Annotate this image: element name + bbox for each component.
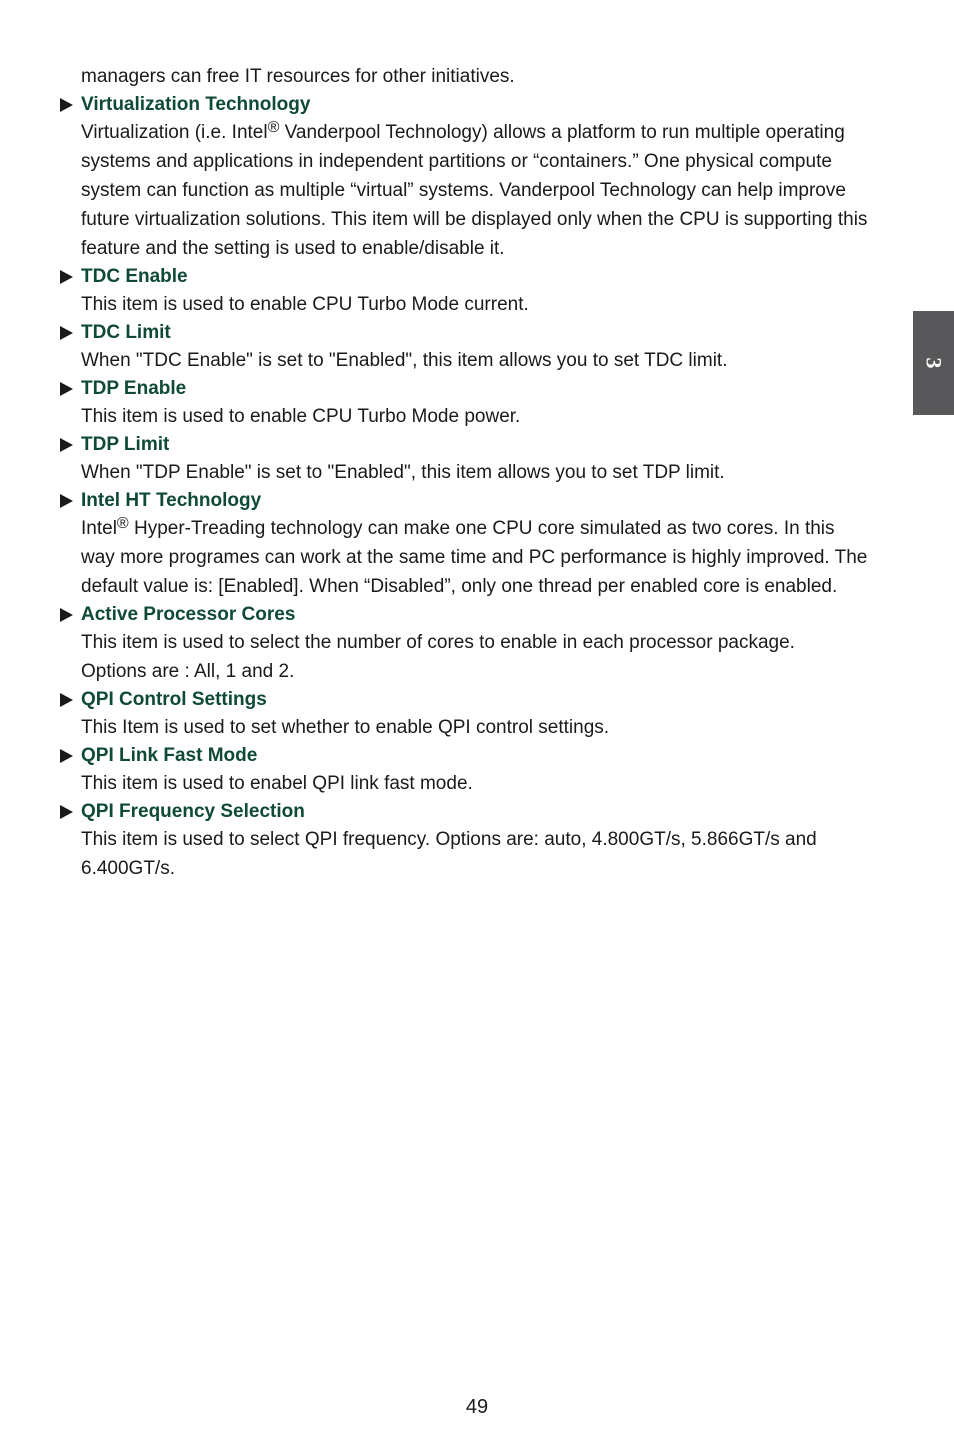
section-heading <box>58 487 903 514</box>
section-heading <box>58 263 903 290</box>
section-description <box>58 290 903 319</box>
section-qpi-control-settings <box>58 686 903 742</box>
description-line: This item is used to enable CPU Turbo Mode current. <box>81 294 529 315</box>
description-line: feature and the setting is used to enable/disable it. <box>81 238 505 259</box>
section-title: Intel HT Technology <box>81 490 262 511</box>
triangle-bullet-icon <box>60 494 73 508</box>
description-line: This item is used to select QPI frequency. Options are: auto, 4.800GT/s, 5.866GT/s and <box>81 829 817 850</box>
section-description <box>58 514 903 601</box>
section-description <box>58 825 903 883</box>
triangle-bullet-icon <box>60 270 73 284</box>
triangle-bullet-icon <box>60 382 73 396</box>
section-description <box>58 458 903 487</box>
description-line: default value is: [Enabled]. When “Disabled”, only one thread per enabled core is enabled. <box>81 576 838 597</box>
chapter-number: 3 <box>921 357 947 369</box>
description-line: future virtualization solutions. This item will be displayed only when the CPU is supporting this <box>81 209 868 230</box>
description-line: 6.400GT/s. <box>81 858 175 879</box>
section-heading <box>58 798 903 825</box>
description-line: When "TDC Enable" is set to "Enabled", this item allows you to set TDC limit. <box>81 350 728 371</box>
section-active-processor-cores <box>58 601 903 686</box>
triangle-bullet-icon <box>60 608 73 622</box>
description-line: When "TDP Enable" is set to "Enabled", this item allows you to set TDP limit. <box>81 462 725 483</box>
triangle-bullet-icon <box>60 749 73 763</box>
section-description <box>58 769 903 798</box>
page-number: 49 <box>465 1396 489 1418</box>
section-qpi-frequency-selection <box>58 798 903 883</box>
section-tdp-enable <box>58 375 903 431</box>
description-line: This item is used to enable CPU Turbo Mode power. <box>81 406 521 427</box>
section-title: QPI Frequency Selection <box>81 801 305 822</box>
section-title: Virtualization Technology <box>81 94 311 115</box>
section-title: Active Processor Cores <box>81 604 296 625</box>
description-line: way more programes can work at the same time and PC performance is highly improved. The <box>81 547 868 568</box>
section-description <box>58 628 903 686</box>
section-description <box>58 346 903 375</box>
chapter-tab <box>913 311 954 415</box>
section-title: TDC Limit <box>81 322 171 343</box>
section-tdc-limit <box>58 319 903 375</box>
section-heading <box>58 601 903 628</box>
triangle-bullet-icon <box>60 805 73 819</box>
section-heading <box>58 431 903 458</box>
section-title: QPI Control Settings <box>81 689 267 710</box>
section-heading <box>58 91 903 118</box>
section-title: QPI Link Fast Mode <box>81 745 258 766</box>
triangle-bullet-icon <box>60 326 73 340</box>
section-heading <box>58 319 903 346</box>
description-line: This item is used to select the number of cores to enable in each processor package. <box>81 632 795 653</box>
section-virtualization-technology <box>58 91 903 263</box>
section-heading <box>58 375 903 402</box>
description-line: Virtualization (i.e. Intel® Vanderpool Technology) allows a platform to run multiple operating <box>81 119 845 143</box>
section-qpi-link-fast-mode <box>58 742 903 798</box>
registered-mark-icon: ® <box>267 119 280 136</box>
triangle-bullet-icon <box>60 693 73 707</box>
section-tdp-limit <box>58 431 903 487</box>
section-heading <box>58 742 903 769</box>
description-line: Intel® Hyper-Treading technology can make one CPU core simulated as two cores. In this <box>81 515 835 539</box>
section-tdc-enable <box>58 263 903 319</box>
section-description <box>58 713 903 742</box>
description-line: This item is used to enabel QPI link fast mode. <box>81 773 473 794</box>
section-title: TDP Enable <box>81 378 187 399</box>
registered-mark-icon: ® <box>116 515 129 532</box>
section-intel-ht-technology <box>58 487 903 601</box>
triangle-bullet-icon <box>60 438 73 452</box>
description-line: systems and applications in independent partitions or “containers.” One physical compute <box>81 151 832 172</box>
description-line: Options are : All, 1 and 2. <box>81 661 295 682</box>
triangle-bullet-icon <box>60 98 73 112</box>
description-line: system can function as multiple “virtual” systems. Vanderpool Technology can help improve <box>81 180 846 201</box>
manual-page-content <box>58 62 903 883</box>
section-title: TDC Enable <box>81 266 188 287</box>
description-line: This Item is used to set whether to enable QPI control settings. <box>81 717 610 738</box>
section-heading <box>58 686 903 713</box>
intro-text: managers can free IT resources for other initiatives. <box>81 66 515 87</box>
section-description <box>58 402 903 431</box>
section-title: TDP Limit <box>81 434 170 455</box>
section-description <box>58 118 903 263</box>
